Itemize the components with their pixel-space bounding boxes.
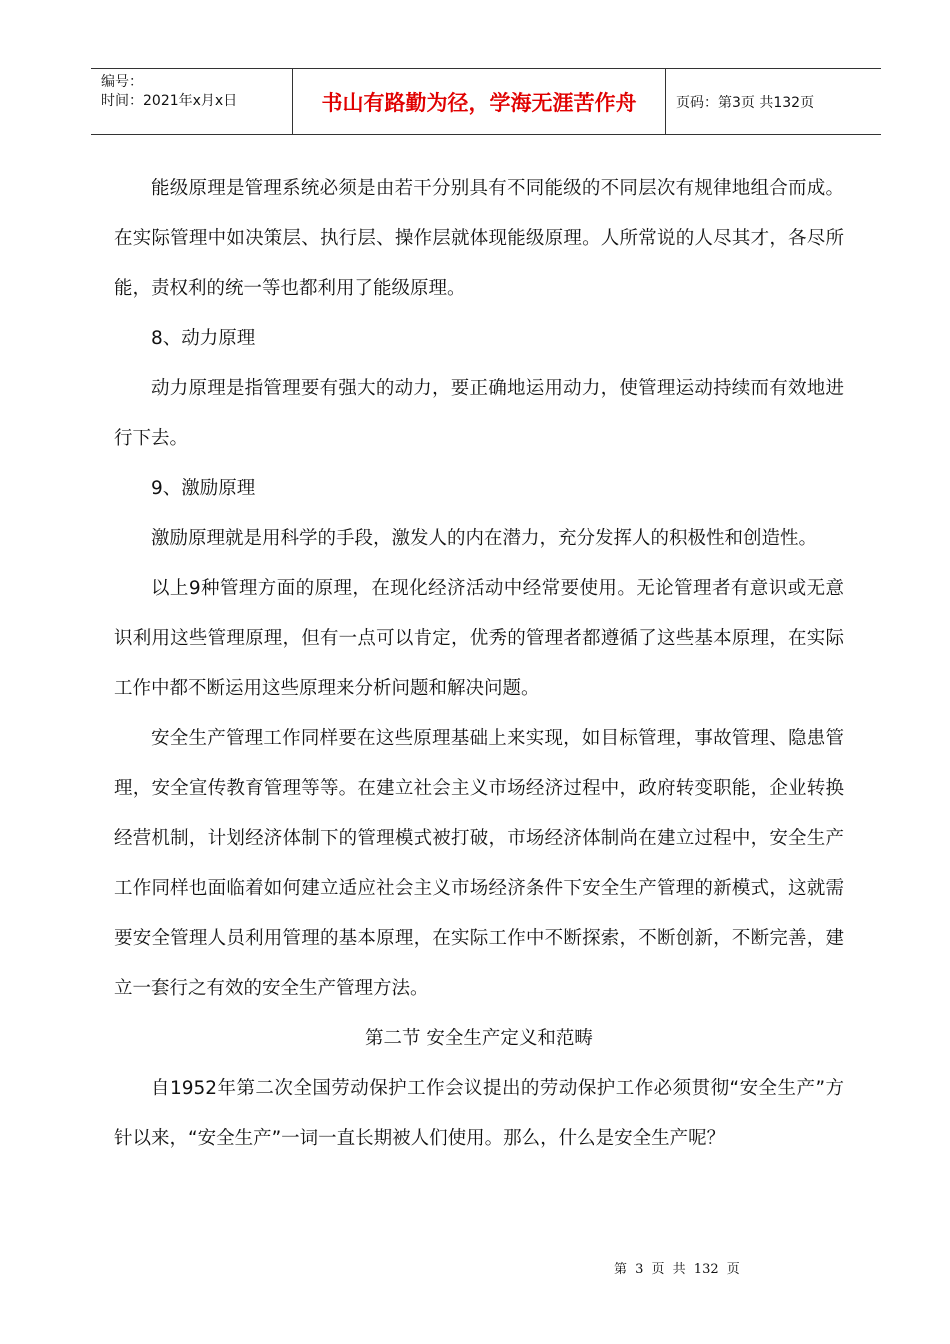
paragraph: 安全生产管理工作同样要在这些原理基础上来实现，如目标管理，事故管理、隐患管理，安全宣传教育管理等等。在建立社会主义市场经济过程中，政府转变职能，企业转换经营机制，计划经济体制下的管理模式被打破，市场经济体制尚在建立过程中，安全生产工作同样也面临着如何建立适应社会主义市场经济条件下安全生产管理的新模式，这就需要安全管理人员利用管理的基本原理，在实际工作中不断探索，不断创新，不断完善，建立一套行之有效的安全生产管理方法。	[114, 728, 844, 999]
paragraph: 动力原理是指管理要有强大的动力，要正确地运用动力，使管理运动持续而有效地进行下去。	[114, 378, 844, 449]
paragraph: 自1952年第二次全国劳动保护工作会议提出的劳动保护工作必须贯彻“安全生产”方针以来，“安全生产”一词一直长期被人们使用。那么，什么是安全生产呢？	[114, 1078, 844, 1149]
section-title: 第二节 安全生产定义和范畴	[365, 1028, 593, 1049]
paragraph: 激励原理就是用科学的手段，激发人的内在潜力，充分发挥人的积极性和创造性。	[151, 528, 818, 549]
document-body	[114, 164, 844, 1164]
header-page-number: 页码：第3页 共132页	[676, 94, 815, 111]
header-meta	[91, 69, 293, 134]
page-footer: 第 3 页 共 132 页	[614, 1262, 740, 1277]
subheading: 8、动力原理	[151, 328, 256, 349]
header-motto: 书山有路勤为径，学海无涯苦作舟	[293, 69, 666, 134]
subheading: 9、激励原理	[151, 478, 256, 499]
paragraph: 能级原理是管理系统必须是由若干分别具有不同能级的不同层次有规律地组合而成。在实际管理中如决策层、执行层、操作层就体现能级原理。人所常说的人尽其才，各尽所能，责权利的统一等也都利用了能级原理。	[114, 178, 844, 299]
document-number: 编号：	[101, 74, 143, 90]
paragraph: 以上9种管理方面的原理，在现化经济活动中经常要使用。无论管理者有意识或无意识利用这些管理原理，但有一点可以肯定，优秀的管理者都遵循了这些基本原理，在实际工作中都不断运用这些原理来分析问题和解决问题。	[114, 578, 844, 699]
page-header	[91, 68, 881, 135]
document-time: 时间：2021年x月x日	[101, 93, 238, 109]
